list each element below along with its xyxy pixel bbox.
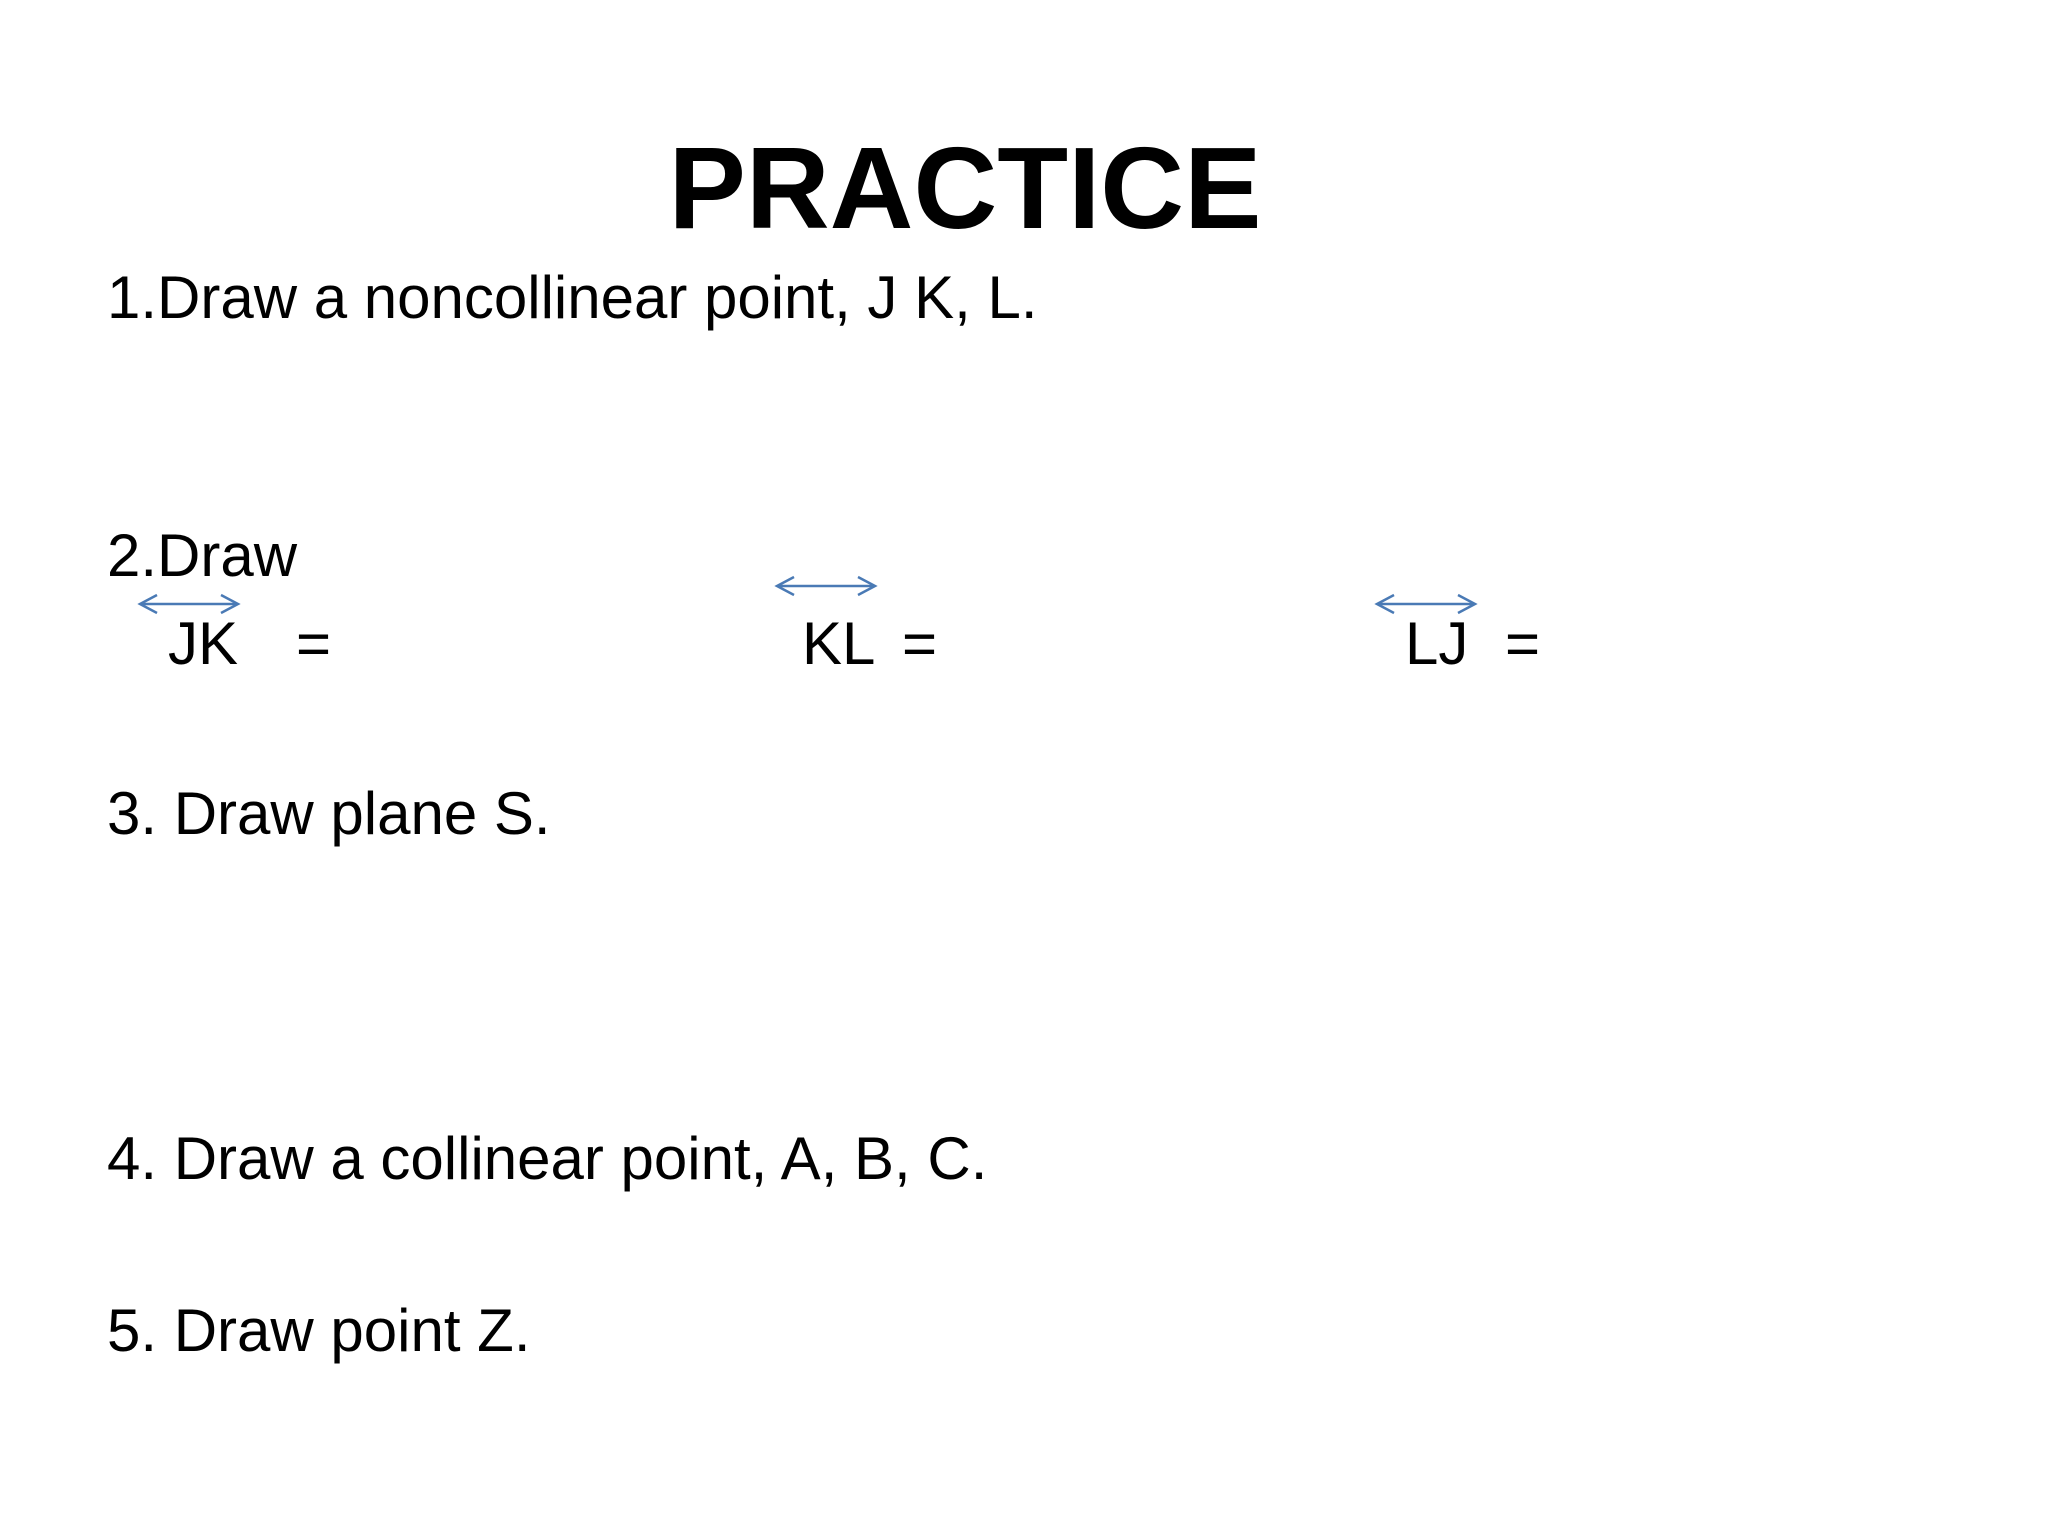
line-jk-entry	[168, 608, 332, 680]
slide-title: PRACTICE	[668, 123, 1262, 253]
line-label-jk: JK	[168, 610, 239, 677]
double-arrow-icon	[774, 574, 878, 598]
equals-sign: =	[902, 610, 938, 677]
question-3: 3. Draw plane S.	[107, 780, 551, 847]
line-label-kl: KL	[802, 610, 876, 677]
question-5: 5. Draw point Z.	[107, 1297, 531, 1364]
line-label-lj: LJ	[1405, 610, 1469, 677]
equals-sign: =	[1505, 610, 1541, 677]
line-kl-entry	[802, 608, 938, 680]
equals-sign: =	[296, 610, 332, 677]
question-1: 1.Draw a noncollinear point, J K, L.	[107, 264, 1038, 331]
question-4: 4. Draw a collinear point, A, B, C.	[107, 1125, 988, 1192]
question-2: 2.Draw	[107, 522, 298, 589]
line-lj-entry	[1405, 608, 1541, 680]
